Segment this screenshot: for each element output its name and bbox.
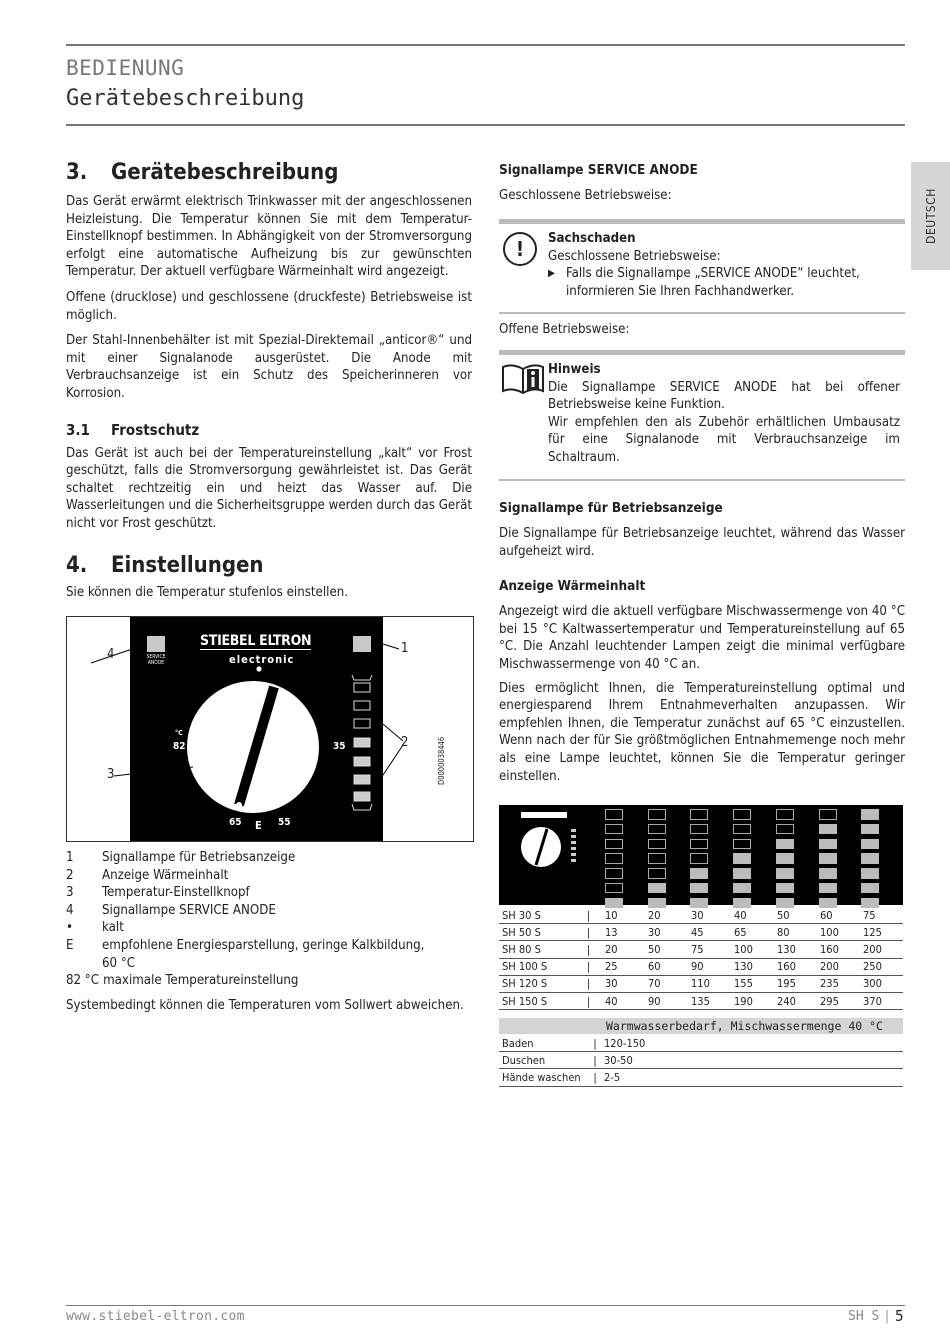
hint-content xyxy=(548,361,900,467)
knob-pointer-dot xyxy=(236,802,242,808)
callout-1: 1 xyxy=(401,641,409,656)
legend-row: 2 Anzeige Wärmeinhalt xyxy=(66,867,229,883)
lamp xyxy=(819,824,837,835)
lamp xyxy=(776,868,794,879)
legend-row: 82 °C maximale Temperatureinstellung xyxy=(66,973,299,989)
service-anode-lamp xyxy=(147,636,165,652)
hint-box xyxy=(499,350,905,481)
capacity-table xyxy=(499,907,903,1010)
control-panel-figure xyxy=(66,616,474,842)
warning-content xyxy=(548,230,904,300)
table-row: Duschen | 30-50 xyxy=(499,1052,903,1069)
temp-35-label: 35 xyxy=(333,741,346,752)
lamp xyxy=(733,824,751,835)
lamp xyxy=(733,883,751,894)
demand-table xyxy=(499,1035,903,1087)
section-3-paragraph-2: Offene (drucklose) und geschlossene (druckfeste) Betriebsweise ist möglich. xyxy=(66,289,472,323)
lamp xyxy=(648,824,666,835)
lamp xyxy=(690,883,708,894)
lamp xyxy=(819,809,837,820)
table-row: SH 30 S | 10 20 30 40 50 60 75 xyxy=(499,907,903,924)
lamp xyxy=(776,809,794,820)
callout-line-1 xyxy=(383,644,399,649)
header-title: Gerätebeschreibung xyxy=(66,86,305,111)
lamp xyxy=(690,824,708,835)
section-3-heading: 3. Gerätebeschreibung xyxy=(66,160,339,185)
table-row: SH 50 S | 13 30 45 65 80 100 125 xyxy=(499,924,903,941)
section-4-paragraph: Sie können die Temperatur stufenlos einstellen. xyxy=(66,584,349,600)
lamp xyxy=(690,809,708,820)
hint-paragraph-1: Die Signallampe SERVICE ANODE hat bei offener Betriebsweise keine Funktion. xyxy=(548,379,900,413)
service-anode-heading: Signallampe SERVICE ANODE xyxy=(499,162,698,178)
heat-content-paragraph-1: Angezeigt wird die aktuell verfügbare Mischwassermenge von 40 °C bei 15 °C Kaltwassertemperatur und Temperatureinstellung auf 65 °C. Die Anzahl leuchtender Lampen zeigt die minimal verfügbare Mischwassermenge von 40 °C an. xyxy=(499,604,905,672)
language-tab-label: DEUTSCH xyxy=(923,188,938,244)
header-bottom-rule xyxy=(66,124,905,126)
lamp xyxy=(861,839,879,850)
mini-panel xyxy=(507,809,579,877)
degree-label: °C xyxy=(175,729,183,737)
temp-55-label: 55 xyxy=(278,817,291,828)
callout-3: 3 xyxy=(107,767,115,782)
header-section: BEDIENUNG xyxy=(66,56,185,80)
lamp xyxy=(861,809,879,820)
system-note: Systembedingt können die Temperaturen vom Sollwert abweichen. xyxy=(66,997,464,1013)
callout-2: 2 xyxy=(401,735,409,750)
control-panel-drawing xyxy=(67,617,473,841)
heat-content-paragraph-2: Dies ermöglicht Ihnen, die Temperatureinstellung optimal und energiesparend Ihrem Entnahmeverhalten anzupassen. Wir empfehlen Ihnen, die Temperatur zunächst auf 65 °C einzustellen. Wenn nach der für Sie größtmöglichen Entnahmemenge noch mehr als eine Lampe leuchtet, können Sie die Temperatur geringer einstellen. xyxy=(499,680,905,784)
closed-mode-label: Geschlossene Betriebsweise: xyxy=(499,188,672,203)
hint-title: Hinweis xyxy=(548,362,601,377)
lamp xyxy=(733,839,751,850)
lamp xyxy=(819,868,837,879)
lamp xyxy=(733,868,751,879)
figure-code: D0000038446 xyxy=(437,736,446,785)
brand-sub: electronic xyxy=(229,653,295,666)
lamp xyxy=(605,824,623,835)
warning-box xyxy=(499,219,905,314)
footer-url[interactable]: www.stiebel-eltron.com xyxy=(66,1309,245,1324)
legend-row: E empfohlene Energiesparstellung, geringe Kalkbildung, xyxy=(66,937,425,953)
lamp xyxy=(819,853,837,864)
figure-legend xyxy=(66,849,472,1014)
lamp xyxy=(690,839,708,850)
lamp xyxy=(648,839,666,850)
legend-row: 3 Temperatur-Einstellknopf xyxy=(66,885,250,901)
section-3-paragraph-1: Das Gerät erwärmt elektrisch Trinkwasser mit der angeschlossenen Heizleistung. Die Temperatur können Sie mit dem Temperatur-Einstellknopf bestimmen. In Abhängigkeit von der Stromversorgung erfolgt eine automatische Aufheizung bis zur gewünschten Temperatur. Der aktuell verfügbare Wärmeinhalt wird angezeigt. xyxy=(66,194,472,280)
warning-title: Sachschaden xyxy=(548,231,636,246)
footer-page-number: 5 xyxy=(895,1307,904,1325)
lamp xyxy=(648,853,666,864)
lamp xyxy=(861,883,879,894)
info-book-icon xyxy=(501,363,545,399)
lamp xyxy=(819,839,837,850)
lamp-column-4 xyxy=(733,809,751,913)
lamp-column-2 xyxy=(648,809,666,913)
right-column xyxy=(499,162,905,205)
footer-model: SH S xyxy=(848,1309,880,1324)
table-row: SH 120 S | 30 70 110 155 195 235 300 xyxy=(499,975,903,992)
hint-paragraph-2: Wir empfehlen den als Zubehör erhältlichen Umbausatz für eine Signalanode mit Verbrauchsanzeige im Schaltraum. xyxy=(548,414,900,465)
table-row: Baden | 120-150 xyxy=(499,1035,903,1052)
heat-content-lamps xyxy=(354,683,370,801)
section-3-1-paragraph: Das Gerät ist auch bei der Temperatureinstellung „kalt“ vor Frost geschützt, falls die Stromversorgung gewährleistet ist. Das Gerät schaltet rechtzeitig ein und heizt das Wasser auf. Die Wasserleitungen und die Sicherheitsgruppe werden durch das Gerät nicht vor Frost geschützt. xyxy=(66,445,472,531)
heat-content-heading: Anzeige Wärmeinhalt xyxy=(499,578,646,595)
section-3-1-heading: 3.1 Frostschutz xyxy=(66,420,200,439)
lamp-column-7 xyxy=(861,809,879,913)
open-mode-label: Offene Betriebsweise: xyxy=(499,322,630,337)
lamp xyxy=(861,868,879,879)
footer-rule xyxy=(66,1305,905,1306)
lamp xyxy=(605,883,623,894)
right-column-lower xyxy=(499,500,905,785)
lamp xyxy=(605,809,623,820)
temp-e-label: E xyxy=(255,819,262,832)
lamp-column-1 xyxy=(605,809,623,913)
header-top-rule xyxy=(66,44,905,46)
lamp xyxy=(861,824,879,835)
lamp xyxy=(690,853,708,864)
legend-row: 1 Signallampe für Betriebsanzeige xyxy=(66,850,296,865)
warning-line-2: ▶ Falls die Signallampe „SERVICE ANODE“ leuchtet, informieren Sie Ihren Fachhandwerker. xyxy=(548,266,860,299)
lamp xyxy=(733,809,751,820)
lamp-illustration xyxy=(499,805,903,905)
legend-row: • kalt xyxy=(66,920,124,936)
lamp xyxy=(819,883,837,894)
lamp xyxy=(733,853,751,864)
section-3-paragraph-3: Der Stahl-Innenbehälter ist mit Spezial-Direktemail „anticor®“ und mit einer Signalanode ausgerüstet. Die Anode mit Verbrauchsanzeige ist ein Schutz des Speicherinneren vor Korrosion. xyxy=(66,333,472,401)
lamp-column-3 xyxy=(690,809,708,913)
mini-panel-drawing xyxy=(507,809,579,877)
lamp xyxy=(690,868,708,879)
footer-separator: | xyxy=(885,1309,889,1324)
warning-icon: ! xyxy=(503,232,537,266)
lamp-column-5 xyxy=(776,809,794,913)
demand-table-header: Warmwasserbedarf, Mischwassermenge 40 °C xyxy=(606,1019,883,1033)
warning-line-1: Geschlossene Betriebsweise: xyxy=(548,248,721,264)
operation-lamp-paragraph: Die Signallampe für Betriebsanzeige leuchtet, während das Wasser aufgeheizt wird. xyxy=(499,526,905,559)
table-row: SH 100 S | 25 60 90 130 160 200 250 xyxy=(499,958,903,975)
lamp xyxy=(605,839,623,850)
legend-row: 60 °C xyxy=(102,955,136,971)
lamp xyxy=(605,853,623,864)
left-column xyxy=(66,160,472,601)
language-tab xyxy=(911,162,950,270)
lamp xyxy=(776,853,794,864)
lamp-column-6 xyxy=(819,809,837,913)
brand-logo: STIEBEL ELTRON xyxy=(200,633,312,649)
lamp xyxy=(776,824,794,835)
callout-4: 4 xyxy=(107,647,115,662)
section-4-heading: 4. Einstellungen xyxy=(66,552,264,578)
lamp xyxy=(648,868,666,879)
operation-lamp-heading: Signallampe für Betriebsanzeige xyxy=(499,500,723,516)
arrow-icon: ▶ xyxy=(548,268,555,280)
service-anode-label: SERVICE ANODE xyxy=(146,654,166,666)
temp-65-label: 65 xyxy=(229,817,242,828)
lamp xyxy=(861,853,879,864)
table-row: SH 150 S | 40 90 135 190 240 295 370 xyxy=(499,992,903,1009)
lamp xyxy=(648,809,666,820)
table-row: SH 80 S | 20 50 75 100 130 160 200 xyxy=(499,941,903,958)
cold-dot xyxy=(256,666,261,671)
lamp xyxy=(776,883,794,894)
lamp xyxy=(776,839,794,850)
table-row: Hände waschen | 2-5 xyxy=(499,1069,903,1086)
legend-row: 4 Signallampe SERVICE ANODE xyxy=(66,902,276,918)
operation-lamp xyxy=(353,636,371,652)
lamp xyxy=(648,883,666,894)
lamp xyxy=(605,868,623,879)
temp-82-label: 82 xyxy=(173,741,186,752)
